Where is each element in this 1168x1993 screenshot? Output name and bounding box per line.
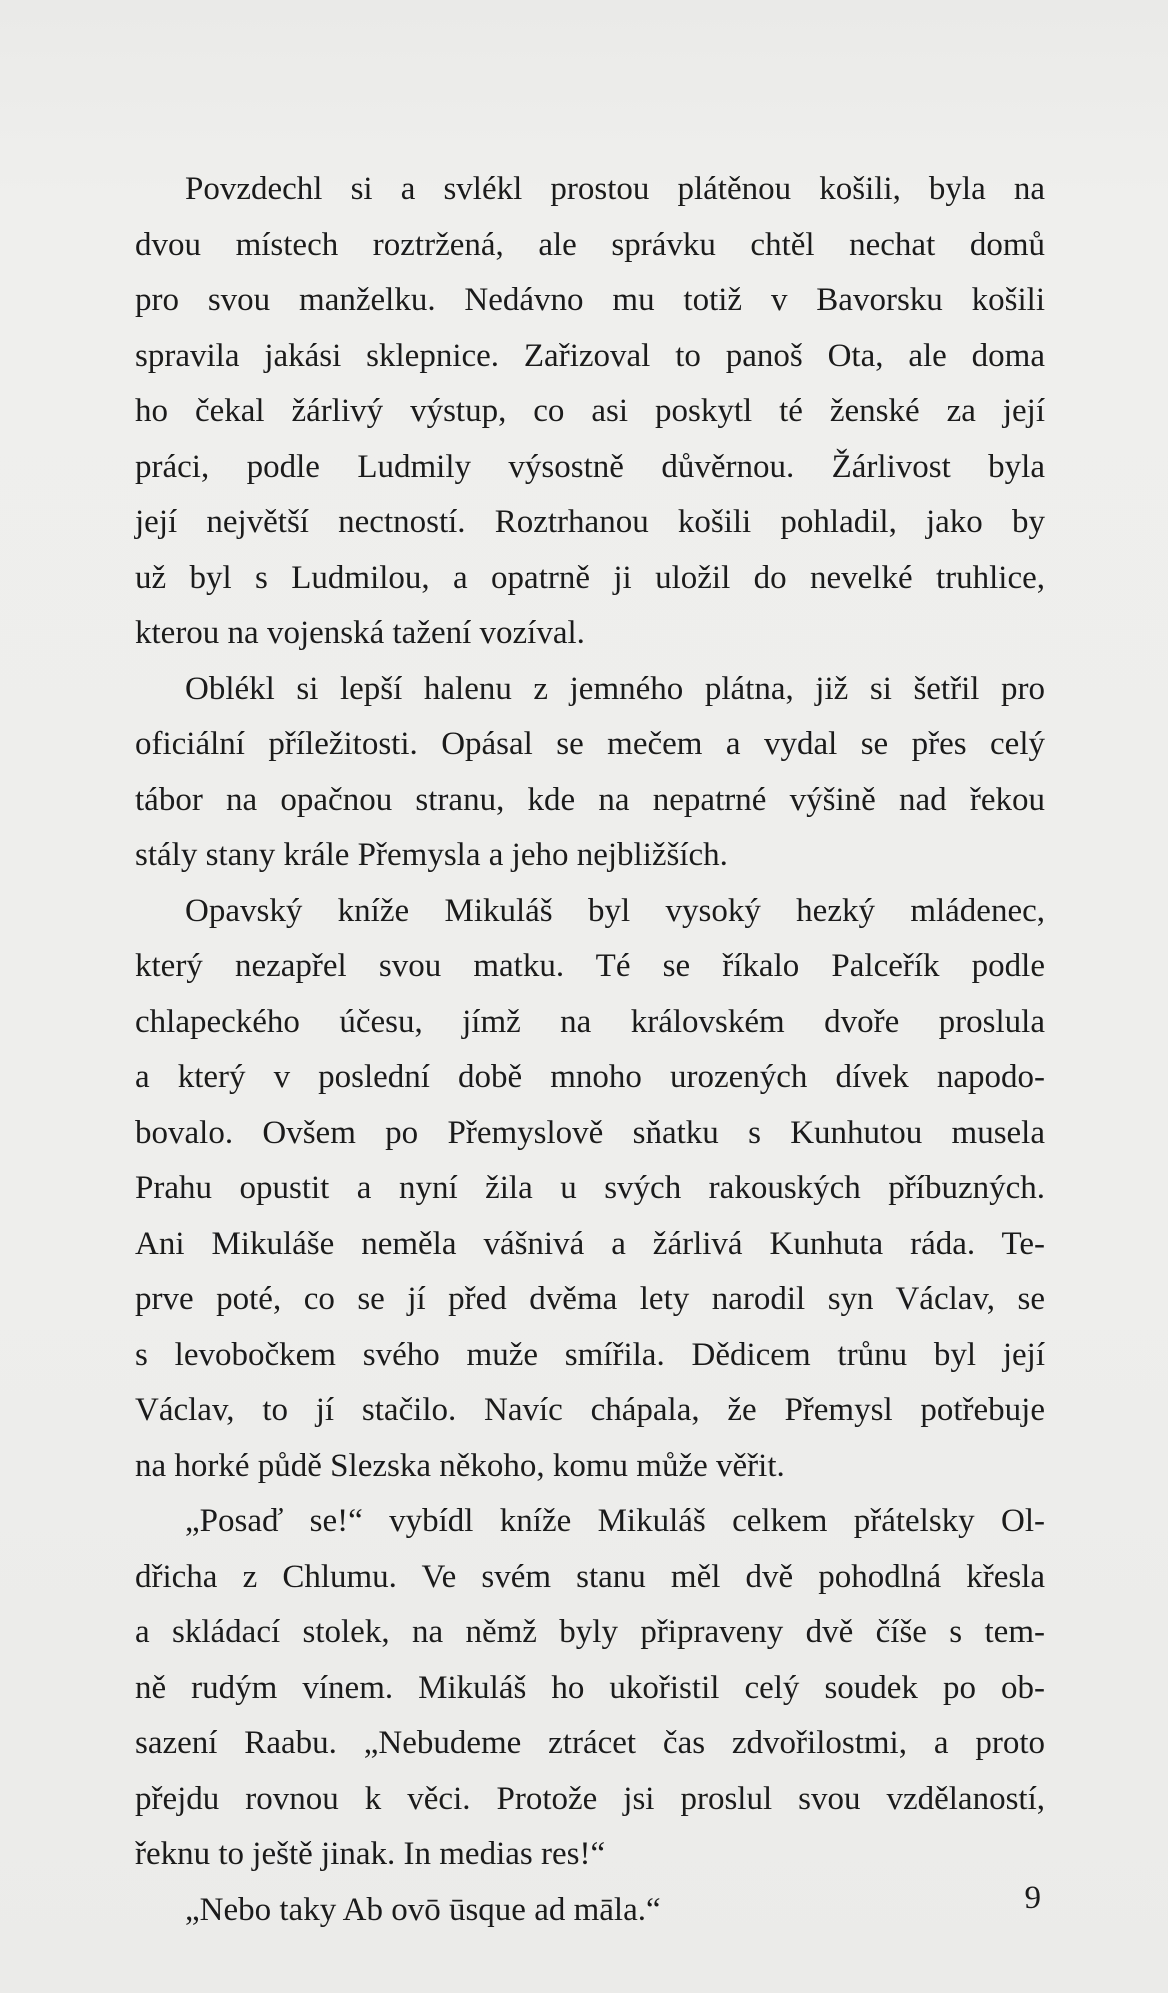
text-line: Prahu opustit a nyní žila u svých rakouských příbuzných. bbox=[135, 1170, 1045, 1206]
text-line: který nezapřel svou matku. Té se říkalo Palceřík podle bbox=[135, 948, 1045, 984]
text-line: „Posaď se!“ vybídl kníže Mikuláš celkem přátelsky Ol- bbox=[185, 1503, 1045, 1539]
text-line: Václav, to jí stačilo. Navíc chápala, že Přemysl potřebuje bbox=[135, 1392, 1045, 1428]
text-line: spravila jakási sklepnice. Zařizoval to panoš Ota, ale doma bbox=[135, 337, 1045, 374]
text-line: a který v poslední době mnoho urozených dívek napodo- bbox=[135, 1059, 1045, 1095]
text-line: oficiální příležitosti. Opásal se mečem a vydal se přes celý bbox=[135, 726, 1045, 762]
text-line: ho čekal žárlivý výstup, co asi poskytl té ženské za její bbox=[135, 393, 1045, 429]
text-line: Opavský kníže Mikuláš byl vysoký hezký mládenec, bbox=[185, 892, 1045, 929]
text-line: už byl s Ludmilou, a opatrně ji uložil do nevelké truhlice, bbox=[135, 559, 1045, 596]
text-line: „Nebo taky Ab ovō ūsque ad māla.“ bbox=[185, 1891, 661, 1928]
text-line: její největší nectností. Roztrhanou košili pohladil, jako by bbox=[135, 504, 1045, 540]
text-line: pro svou manželku. Nedávno mu totiž v Bavorsku košili bbox=[135, 282, 1045, 318]
text-line: ně rudým vínem. Mikuláš ho ukořistil celý soudek po ob- bbox=[135, 1669, 1045, 1706]
paragraph-3 bbox=[135, 884, 1045, 1495]
text-line: dřicha z Chlumu. Ve svém stanu měl dvě pohodlná křesla bbox=[135, 1558, 1045, 1595]
body-text bbox=[135, 162, 1045, 1938]
text-line: tábor na opačnou stranu, kde na nepatrné výšině nad řekou bbox=[135, 781, 1045, 818]
text-line: prve poté, co se jí před dvěma lety narodil syn Václav, se bbox=[135, 1281, 1045, 1317]
text-line: Oblékl si lepší halenu z jemného plátna, již si šetřil pro bbox=[185, 670, 1045, 707]
text-line: sazení Raabu. „Nebudeme ztrácet čas zdvořilostmi, a proto bbox=[135, 1725, 1045, 1761]
text-line: práci, podle Ludmily výsostně důvěrnou. Žárlivost byla bbox=[135, 448, 1045, 485]
text-line: kterou na vojenská tažení vozíval. bbox=[135, 615, 585, 651]
text-line: řeknu to ještě jinak. In medias res!“ bbox=[135, 1836, 606, 1872]
text-line: přejdu rovnou k věci. Protože jsi proslul svou vzdělaností, bbox=[135, 1780, 1045, 1817]
text-line: na horké půdě Slezska někoho, komu může věřit. bbox=[135, 1447, 785, 1484]
paragraph-2 bbox=[135, 662, 1045, 884]
page-number: 9 bbox=[1024, 1880, 1041, 1916]
paragraph-5 bbox=[135, 1883, 1045, 1939]
text-line: Ani Mikuláše neměla vášnivá a žárlivá Kunhuta ráda. Te- bbox=[135, 1225, 1045, 1262]
text-line: bovalo. Ovšem po Přemyslově sňatku s Kunhutou musela bbox=[135, 1114, 1045, 1151]
text-line: s levobočkem svého muže smířila. Dědicem trůnu byl její bbox=[135, 1336, 1045, 1373]
text-line: chlapeckého účesu, jímž na královském dvoře proslula bbox=[135, 1003, 1045, 1040]
text-line: stály stany krále Přemysla a jeho nejbližších. bbox=[135, 837, 728, 873]
paragraph-4 bbox=[135, 1494, 1045, 1883]
text-line: dvou místech roztržená, ale správku chtěl nechat domů bbox=[135, 226, 1045, 263]
text-line: Povzdechl si a svlékl prostou plátěnou košili, byla na bbox=[185, 171, 1045, 207]
text-line: a skládací stolek, na němž byly připraveny dvě číše s tem- bbox=[135, 1614, 1045, 1650]
paragraph-1 bbox=[135, 162, 1045, 662]
